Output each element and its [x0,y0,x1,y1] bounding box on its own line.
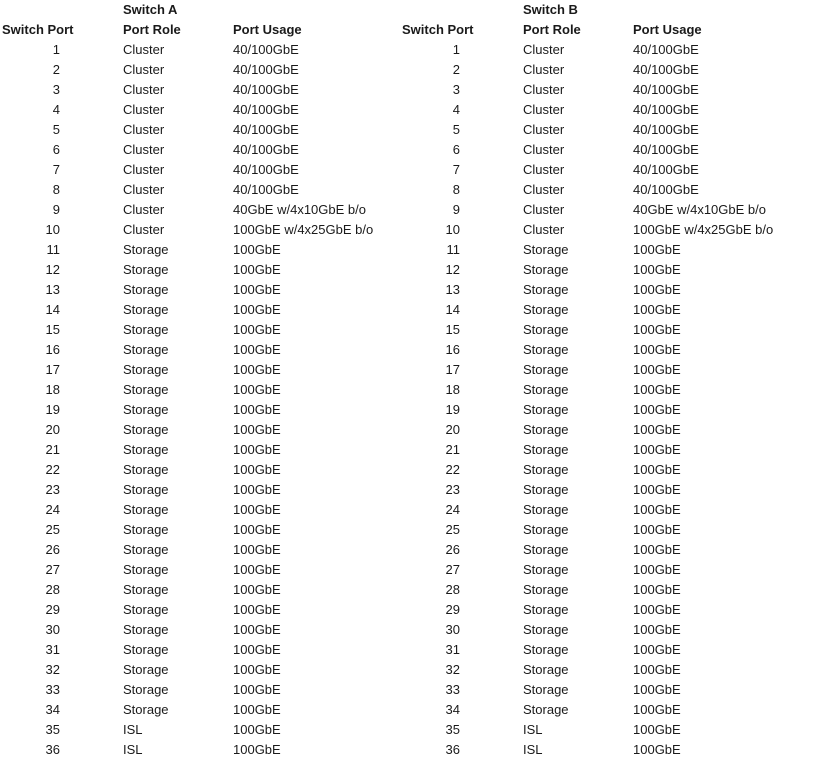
port-cell: 25 [45,522,60,537]
port-cell: 1 [52,42,60,57]
usage-cell: 40/100GbE [233,42,299,57]
port-cell: 4 [52,102,60,117]
usage-cell: 100GbE [233,522,281,537]
column-header-port-role: Port Role [523,22,581,37]
port-cell: 34 [445,702,460,717]
usage-cell: 100GbE [633,502,681,517]
column-header-port-usage: Port Usage [633,22,702,37]
usage-cell: 40/100GbE [633,122,699,137]
usage-cell: 100GbE [633,282,681,297]
usage-cell: 100GbE [633,322,681,337]
port-cell: 2 [52,62,60,77]
usage-cell: 40GbE w/4x10GbE b/o [233,202,366,217]
role-cell: Storage [123,442,169,457]
port-cell: 22 [445,462,460,477]
role-cell: Storage [523,322,569,337]
usage-cell: 100GbE [633,682,681,697]
usage-cell: 40/100GbE [233,182,299,197]
port-cell: 7 [452,162,460,177]
usage-cell: 100GbE [233,562,281,577]
port-cell: 31 [45,642,60,657]
port-cell: 5 [52,122,60,137]
port-cell: 31 [445,642,460,657]
port-cell: 35 [445,722,460,737]
port-cell: 24 [445,502,460,517]
usage-cell: 100GbE [233,662,281,677]
role-cell: Storage [523,542,569,557]
usage-cell: 40/100GbE [233,122,299,137]
role-cell: Storage [523,422,569,437]
port-cell: 28 [45,582,60,597]
role-cell: Storage [523,362,569,377]
usage-cell: 100GbE [233,722,281,737]
port-cell: 33 [45,682,60,697]
usage-cell: 100GbE [633,262,681,277]
column-header-switch-port: Switch Port [2,22,74,37]
role-cell: Storage [123,382,169,397]
role-cell: Storage [523,582,569,597]
role-cell: Storage [523,662,569,677]
port-cell: 22 [45,462,60,477]
role-cell: Cluster [523,42,565,57]
usage-cell: 40/100GbE [633,62,699,77]
port-cell: 16 [45,342,60,357]
role-cell: Storage [123,622,169,637]
usage-cell: 100GbE [233,262,281,277]
port-cell: 25 [445,522,460,537]
role-cell: Storage [523,442,569,457]
usage-cell: 40/100GbE [633,82,699,97]
port-cell: 32 [45,662,60,677]
usage-cell: 100GbE [233,542,281,557]
role-cell: Storage [123,362,169,377]
usage-cell: 100GbE [233,382,281,397]
port-cell: 3 [52,82,60,97]
role-cell: Storage [123,602,169,617]
role-cell: Storage [523,402,569,417]
role-cell: Storage [123,322,169,337]
port-cell: 20 [445,422,460,437]
role-cell: ISL [523,722,543,737]
port-cell: 33 [445,682,460,697]
port-cell: 9 [52,202,60,217]
port-cell: 11 [46,242,60,257]
spacer [0,0,123,20]
switch-name-header: Switch A [123,2,178,17]
role-cell: Storage [123,462,169,477]
role-cell: Cluster [123,182,165,197]
port-cell: 6 [52,142,60,157]
role-cell: Storage [123,682,169,697]
port-cell: 10 [445,222,460,237]
role-cell: Cluster [123,162,165,177]
role-cell: Cluster [523,102,565,117]
port-cell: 16 [445,342,460,357]
role-cell: Cluster [123,142,165,157]
usage-cell: 40/100GbE [633,182,699,197]
usage-cell: 40/100GbE [633,142,699,157]
port-cell: 18 [445,382,460,397]
port-cell: 27 [45,562,60,577]
port-cell: 15 [445,322,460,337]
port-cell: 3 [452,82,460,97]
port-cell: 23 [45,482,60,497]
role-cell: Storage [123,562,169,577]
usage-cell: 100GbE [233,402,281,417]
role-cell: Cluster [523,182,565,197]
usage-cell: 40/100GbE [633,102,699,117]
usage-cell: 100GbE [233,242,281,257]
column-header-port-role: Port Role [123,22,181,37]
usage-cell: 100GbE [233,302,281,317]
port-cell: 30 [45,622,60,637]
usage-cell: 100GbE [233,342,281,357]
usage-cell: 40GbE w/4x10GbE b/o [633,202,766,217]
usage-cell: 40/100GbE [633,42,699,57]
usage-cell: 40/100GbE [233,102,299,117]
role-cell: Storage [123,342,169,357]
port-cell: 12 [45,262,60,277]
role-cell: Cluster [123,102,165,117]
port-cell: 23 [445,482,460,497]
usage-cell: 100GbE [233,462,281,477]
role-cell: Cluster [123,202,165,217]
usage-cell: 100GbE [633,302,681,317]
switch-name-header: Switch B [523,2,578,17]
usage-cell: 100GbE [233,622,281,637]
role-cell: Cluster [523,142,565,157]
role-cell: Storage [523,622,569,637]
usage-cell: 100GbE [633,562,681,577]
role-cell: Cluster [523,222,565,237]
port-cell: 27 [445,562,460,577]
usage-cell: 100GbE [633,382,681,397]
usage-cell: 100GbE [633,522,681,537]
role-cell: Storage [123,502,169,517]
role-cell: Storage [123,582,169,597]
usage-cell: 100GbE [633,622,681,637]
usage-cell: 40/100GbE [633,162,699,177]
port-cell: 2 [452,62,460,77]
port-cell: 34 [45,702,60,717]
role-cell: Storage [523,562,569,577]
port-cell: 29 [445,602,460,617]
role-cell: Storage [523,262,569,277]
usage-cell: 100GbE [233,282,281,297]
usage-cell: 100GbE [233,682,281,697]
role-cell: Cluster [523,62,565,77]
usage-cell: 100GbE [633,462,681,477]
port-cell: 24 [45,502,60,517]
usage-cell: 100GbE [633,362,681,377]
usage-cell: 100GbE [633,602,681,617]
usage-cell: 100GbE [633,702,681,717]
role-cell: ISL [123,722,143,737]
role-cell: Cluster [123,62,165,77]
role-cell: Storage [123,482,169,497]
role-cell: Storage [123,662,169,677]
role-cell: Storage [523,382,569,397]
switch-a-table [0,0,400,761]
port-cell: 18 [45,382,60,397]
usage-cell: 100GbE [233,362,281,377]
usage-cell: 100GbE [233,702,281,717]
usage-cell: 100GbE [233,642,281,657]
usage-cell: 100GbE [633,422,681,437]
role-cell: Cluster [523,82,565,97]
role-cell: Storage [523,522,569,537]
port-cell: 9 [452,202,460,217]
role-cell: Cluster [123,82,165,97]
port-cell: 28 [445,582,460,597]
usage-cell: 100GbE w/4x25GbE b/o [633,222,774,237]
port-cell: 4 [452,102,460,117]
column-header-port-usage: Port Usage [233,22,302,37]
port-cell: 21 [445,442,460,457]
usage-cell: 40/100GbE [233,62,299,77]
role-cell: Storage [523,282,569,297]
port-cell: 19 [45,402,60,417]
port-cell: 36 [45,742,60,757]
role-cell: Storage [523,602,569,617]
usage-cell: 100GbE [633,662,681,677]
usage-cell: 100GbE [633,722,681,737]
role-cell: Storage [523,342,569,357]
port-cell: 6 [452,142,460,157]
usage-cell: 100GbE [233,602,281,617]
usage-cell: 100GbE [233,482,281,497]
port-cell: 35 [45,722,60,737]
role-cell: Storage [523,702,569,717]
role-cell: Cluster [123,222,165,237]
usage-cell: 100GbE [233,582,281,597]
usage-cell: 100GbE [633,342,681,357]
port-cell: 5 [452,122,460,137]
role-cell: Storage [123,702,169,717]
usage-cell: 100GbE [633,542,681,557]
spacer [233,0,400,20]
port-cell: 21 [45,442,60,457]
port-cell: 29 [45,602,60,617]
role-cell: Storage [123,242,169,257]
port-cell: 15 [45,322,60,337]
usage-cell: 100GbE [233,502,281,517]
port-cell: 14 [445,302,460,317]
role-cell: Storage [123,262,169,277]
role-cell: Cluster [523,162,565,177]
usage-cell: 100GbE [233,422,281,437]
role-cell: Cluster [523,202,565,217]
port-cell: 32 [445,662,460,677]
port-cell: 8 [452,182,460,197]
switch-b-table [400,0,826,761]
usage-cell: 100GbE [633,582,681,597]
port-cell: 12 [445,262,460,277]
usage-cell: 40/100GbE [233,82,299,97]
usage-cell: 100GbE [233,442,281,457]
role-cell: Storage [523,242,569,257]
port-cell: 30 [445,622,460,637]
role-cell: Storage [123,302,169,317]
usage-cell: 100GbE [633,742,681,757]
usage-cell: 100GbE [633,402,681,417]
role-cell: Cluster [123,42,165,57]
role-cell: ISL [523,742,543,757]
port-cell: 10 [45,222,60,237]
port-cell: 19 [445,402,460,417]
role-cell: Storage [523,682,569,697]
role-cell: Storage [523,462,569,477]
role-cell: ISL [123,742,143,757]
usage-cell: 100GbE [633,242,681,257]
port-cell: 26 [445,542,460,557]
port-cell: 17 [445,362,460,377]
role-cell: Storage [523,502,569,517]
usage-cell: 100GbE [633,442,681,457]
role-cell: Cluster [123,122,165,137]
role-cell: Storage [123,402,169,417]
port-cell: 8 [52,182,60,197]
role-cell: Storage [123,642,169,657]
port-cell: 14 [45,302,60,317]
usage-cell: 100GbE [633,642,681,657]
port-cell: 1 [452,42,460,57]
role-cell: Storage [123,522,169,537]
port-cell: 7 [52,162,60,177]
port-cell: 36 [445,742,460,757]
column-header-switch-port: Switch Port [402,22,474,37]
spacer [400,0,523,20]
role-cell: Storage [523,642,569,657]
usage-cell: 100GbE w/4x25GbE b/o [233,222,374,237]
role-cell: Storage [123,542,169,557]
spacer [633,0,826,20]
usage-cell: 100GbE [633,482,681,497]
usage-cell: 100GbE [233,322,281,337]
port-cell: 20 [45,422,60,437]
usage-cell: 40/100GbE [233,142,299,157]
port-cell: 13 [445,282,460,297]
port-cell: 11 [446,242,460,257]
port-cell: 26 [45,542,60,557]
usage-cell: 40/100GbE [233,162,299,177]
role-cell: Storage [123,282,169,297]
usage-cell: 100GbE [233,742,281,757]
role-cell: Storage [523,482,569,497]
role-cell: Cluster [523,122,565,137]
role-cell: Storage [523,302,569,317]
port-cell: 13 [45,282,60,297]
role-cell: Storage [123,422,169,437]
port-cell: 17 [45,362,60,377]
